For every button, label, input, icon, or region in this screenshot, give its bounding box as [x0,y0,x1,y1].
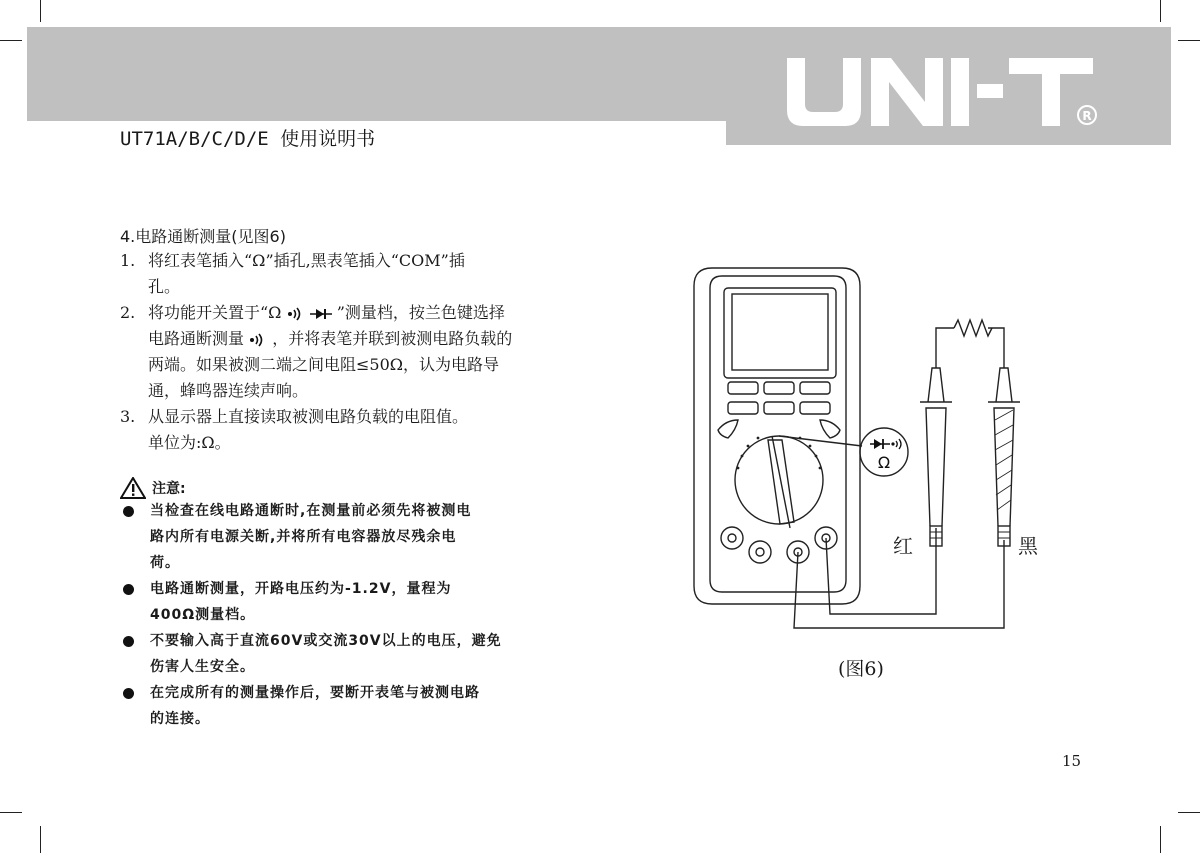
multimeter-illustration [690,260,1090,640]
step-line: 将红表笔插入“Ω”插孔,黑表笔插入“COM”插 [148,251,465,270]
notice-list [120,498,580,732]
crop-mark [1178,40,1200,41]
crop-mark [40,0,41,22]
crop-mark [1178,812,1200,813]
notice-line: 电路通断测量，开路电压约为-1.2V，量程为 [150,581,452,597]
warning-icon [120,477,146,499]
bullet-icon [123,636,134,647]
notice-line: 伤害人生安全。 [150,659,255,675]
step-item [120,248,580,300]
crop-mark [1160,826,1161,853]
crop-mark [40,826,41,853]
brand-logo [787,56,1107,130]
step-line: 两端。如果被测二端之间电阻≤50Ω，认为电路导 [148,355,500,374]
notice-item [120,498,580,576]
diode-icon [310,307,332,321]
page-number: 15 [1062,752,1082,770]
step-item [120,300,580,404]
step-item [120,404,580,456]
uni-t-logo [787,56,1107,130]
step-line: 孔。 [148,277,181,296]
step-line [148,300,580,326]
notice-line: 当检查在线电路通断时,在测量前必须先将被测电 [150,503,472,519]
step-text: ，并将表笔并联到被测电路负载的 [272,329,513,348]
buzzer-icon [249,333,267,347]
buzzer-icon [891,439,901,449]
step-line: 从显示器上直接读取被测电路负载的电阻值。 [148,407,469,426]
svg-text:R: R [1082,109,1092,123]
notice-item [120,576,580,628]
step-line: 通，蜂鸣器连续声响。 [148,381,309,400]
crop-mark [0,40,22,41]
section-title: 4.电路通断测量(见图6) [120,227,286,246]
black-lead-label: 黑 [1018,534,1038,558]
notice-line: 荷。 [150,555,180,571]
crop-mark [1160,0,1161,22]
step-text: ”测量档，按兰色键选择 [336,303,505,322]
notice-label: 注意: [152,481,186,497]
step-line [148,326,580,352]
step-number: 3. [120,407,136,426]
notice-line: 的连接。 [150,711,210,727]
step-text: 将功能开关置于“Ω [148,303,282,322]
step-number: 1. [120,251,136,270]
step-number: 2. [120,303,136,322]
figure-caption: (图6) [838,658,884,680]
crop-mark [0,812,22,813]
step-line: 单位为:Ω。 [148,433,231,452]
red-lead-label: 红 [893,534,913,558]
buzzer-icon [287,307,305,321]
notice-item [120,680,580,732]
step-text: 电路通断测量 [148,329,245,348]
notice-line: 在完成所有的测量操作后，要断开表笔与被测电路 [150,685,480,701]
notice-line: 不要输入高于直流60V或交流30V以上的电压，避免 [150,633,502,649]
callout-symbol: Ω [877,453,891,472]
bullet-icon [123,506,134,517]
manual-title: UT71A/B/C/D/E 使用说明书 [120,128,376,150]
figure-multimeter [690,260,1090,640]
notice-line: 路内所有电源关断,并将所有电容器放尽残余电 [150,529,457,545]
bullet-icon [123,688,134,699]
notice-heading [120,476,186,500]
notice-line: 400Ω测量档。 [150,607,256,623]
notice-item [120,628,580,680]
diode-icon [870,439,890,449]
bullet-icon [123,584,134,595]
steps-list [120,248,580,456]
